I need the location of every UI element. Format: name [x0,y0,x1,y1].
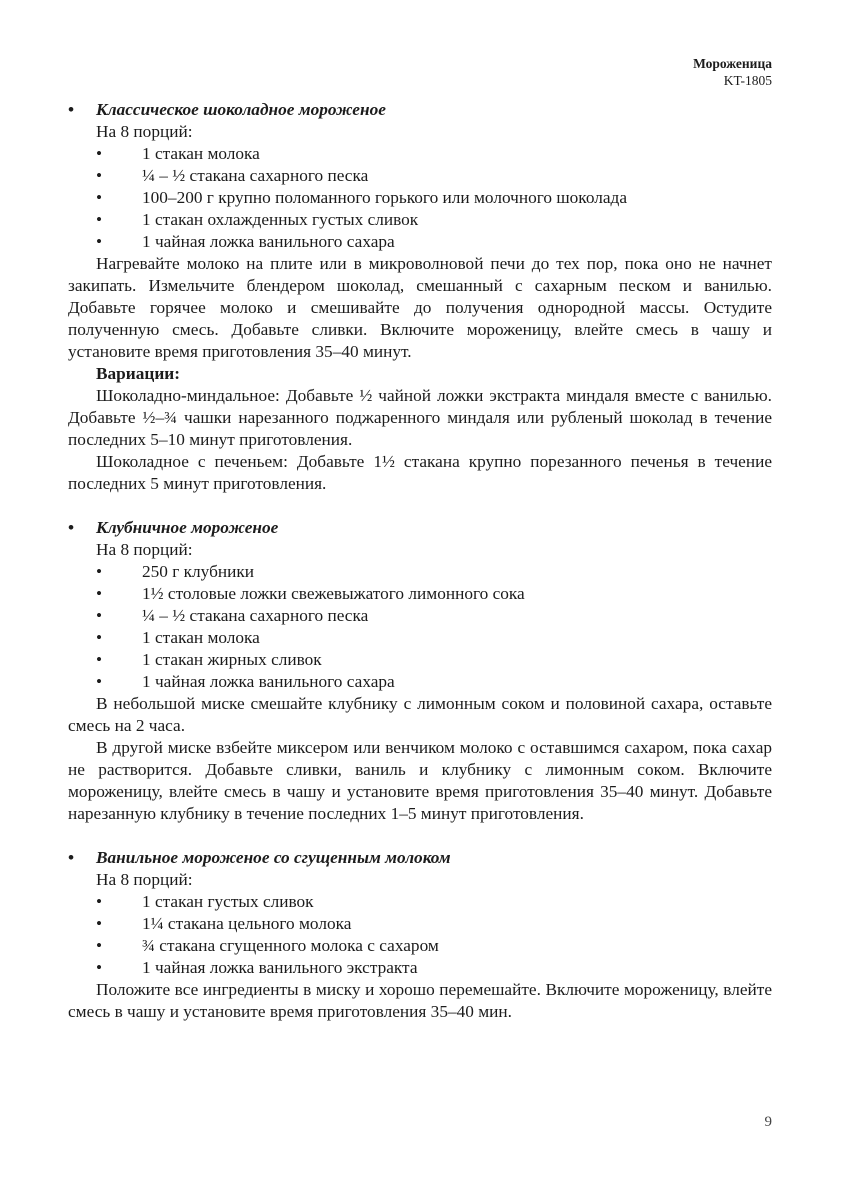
ingredient-item [68,671,772,693]
ingredient-item [68,231,772,253]
recipe-chocolate [68,99,772,495]
bullet-icon: • [68,518,75,537]
ingredient-text: 1 стакан охлажденных густых сливок [142,210,419,229]
ingredient-text: ¼ – ½ стакана сахарного песка [142,166,369,185]
ingredient-text: 1½ столовые ложки свежевыжатого лимонного сока [142,584,525,603]
ingredient-text: 1 стакан молока [142,144,260,163]
recipe-title-text: Классическое шоколадное мороженое [96,100,386,119]
ingredient-text: 1 чайная ложка ванильного экстракта [142,958,418,977]
ingredient-text: 1 стакан молока [142,628,260,647]
instruction-paragraph: Положите все ингредиенты в миску и хорошо перемешайте. Включите мороженицу, влейте смесь в чашу и установите время приготовления 35–40 мин. [68,980,772,1021]
bullet-icon: • [96,672,103,691]
bullet-icon: • [96,650,103,669]
bullet-icon: • [68,848,75,867]
servings: На 8 порций: [96,540,193,559]
recipe-strawberry [68,517,772,825]
recipe-title-text: Ванильное мороженое со сгущенным молоком [96,848,451,867]
ingredient-item [68,891,772,913]
page-content [68,99,772,1023]
ingredient-text: 250 г клубники [142,562,255,581]
ingredient-list [68,561,772,693]
ingredient-text: 1 стакан жирных сливок [142,650,322,669]
ingredient-text: 1¼ стакана цельного молока [142,914,352,933]
variation-paragraph: Шоколадное с печеньем: Добавьте 1½ стакана крупно порезанного печенья в течение последних 5 минут приготовления. [68,452,772,493]
bullet-icon: • [96,914,103,933]
bullet-icon: • [96,144,103,163]
bullet-icon: • [96,166,103,185]
bullet-icon: • [68,100,75,119]
ingredient-item [68,605,772,627]
recipe-vanilla-condensed [68,847,772,1023]
variation-paragraph: Шоколадно-миндальное: Добавьте ½ чайной ложки экстракта миндаля вместе с ванилью. Добавьте ½–¾ чашки нарезанного поджаренного миндаля или рубленый шоколад в течение последних 5–10 минут приготовления. [68,386,772,449]
ingredient-item [68,561,772,583]
servings: На 8 порций: [96,870,193,889]
instruction-paragraph: В небольшой миске смешайте клубнику с лимонным соком и половиной сахара, оставьте смесь на 2 часа. [68,694,772,735]
model-number: KT-1805 [723,73,772,88]
ingredient-item [68,913,772,935]
ingredient-item [68,957,772,979]
recipe-title-text: Клубничное мороженое [96,518,279,537]
bullet-icon: • [96,188,103,207]
ingredient-item [68,143,772,165]
bullet-icon: • [96,892,103,911]
bullet-icon: • [96,584,103,603]
ingredient-text: ¼ – ½ стакана сахарного песка [142,606,369,625]
instruction-paragraph: Нагревайте молоко на плите или в микроволновой печи до тех пор, пока оно не начнет закипать. Измельчите блендером шоколад, смешанный с сахарным песком и ванилью. Добавьте горячее молоко и смешивайте до получения однородной массы. Остудите полученную смесь. Добавьте сливки. Включите мороженицу, влейте смесь в чашу и установите время приготовления 35–40 минут. [68,254,772,361]
ingredient-item [68,649,772,671]
ingredient-item [68,165,772,187]
ingredient-text: 1 стакан густых сливок [142,892,314,911]
bullet-icon: • [96,232,103,251]
ingredient-item [68,187,772,209]
ingredient-text: 100–200 г крупно поломанного горького или молочного шоколада [142,188,627,207]
bullet-icon: • [96,628,103,647]
recipe-title [68,517,772,539]
page-number: 9 [764,1114,772,1130]
product-name: Мороженица [693,56,772,71]
bullet-icon: • [96,210,103,229]
ingredient-item [68,935,772,957]
ingredient-text: 1 чайная ложка ванильного сахара [142,672,395,691]
instruction-paragraph: В другой миске взбейте миксером или венчиком молоко с оставшимся сахаром, пока сахар не растворится. Добавьте сливки, ваниль и клубнику с лимонным соком. Включите мороженицу, влейте смесь в чашу и установите время приготовления 35–40 минут. Добавьте нарезанную клубнику в течение последних 1–5 минут приготовления. [68,738,772,823]
variations-title: Вариации: [96,364,181,383]
ingredient-item [68,627,772,649]
recipe-title [68,99,772,121]
recipe-title [68,847,772,869]
ingredient-text: ¾ стакана сгущенного молока с сахаром [142,936,439,955]
bullet-icon: • [96,606,103,625]
ingredient-item [68,209,772,231]
ingredient-text: 1 чайная ложка ванильного сахара [142,232,395,251]
bullet-icon: • [96,958,103,977]
page-header [693,55,772,89]
ingredient-list [68,891,772,979]
bullet-icon: • [96,562,103,581]
servings: На 8 порций: [96,122,193,141]
ingredient-item [68,583,772,605]
bullet-icon: • [96,936,103,955]
ingredient-list [68,143,772,253]
